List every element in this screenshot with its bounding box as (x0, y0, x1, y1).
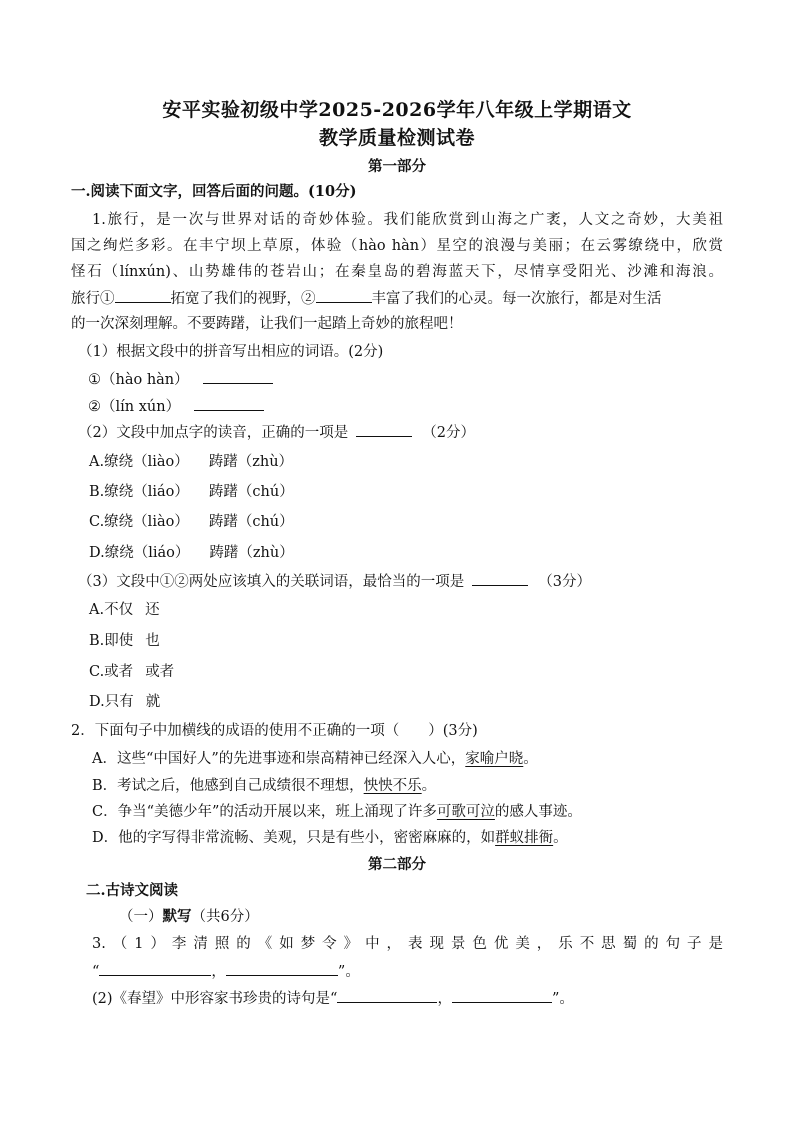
q3-option-d-right: 就 (145, 694, 161, 710)
q3-option-a-label: A.不仅 (89, 602, 134, 618)
q3-option-a-right: 还 (145, 602, 160, 618)
passage-line-3: 怪石（línxún)、山势雄伟的苍岩山；在秦皇岛的碧海蓝天下，尽情享受阳光、沙滩和海浪。 (71, 264, 723, 280)
q3-prompt-text: （3）文段中①②两处应该填入的关联词语，最恰当的一项是 (78, 574, 465, 590)
passage-line-4-b: 拓宽了我们的视野，② (170, 291, 316, 307)
q2-answer-blank[interactable] (356, 422, 412, 437)
q3-2-blank-1[interactable] (337, 988, 437, 1003)
exam-title-line1: 安平实验初级中学2025-2026学年八年级上学期语文 (162, 99, 632, 121)
dictation-label: 默写 (162, 908, 192, 925)
q3-2-blank-2[interactable] (452, 988, 552, 1003)
q3-prompt (78, 571, 591, 592)
passage-line-2: 国之绚烂多彩。在丰宁坝上草原，体验（hào hàn）星空的浪漫与美丽；在云雾缭绕中，欣赏 (71, 238, 723, 254)
blank-2[interactable] (316, 288, 372, 303)
q2-option-c-label: C.缭绕（liào） (89, 514, 189, 530)
q3-2-line (92, 988, 574, 1009)
q3-2-comma: ， (437, 991, 452, 1007)
q3-answer-blank[interactable] (472, 571, 528, 586)
q3-1-prompt: 3.（1）李清照的《如梦令》中，表现景色优美，乐不思蜀的句子是 (92, 936, 723, 952)
q-idiom-prompt: 2．下面句子中加横线的成语的使用不正确的一项（ ）(3分) (71, 723, 478, 739)
dictation-prefix: （一） (119, 909, 163, 925)
q2-option-a (89, 452, 293, 472)
q1-prompt: （1）根据文段中的拼音写出相应的词语。(2分) (78, 344, 384, 360)
q3-1-open-quote: “ (92, 964, 100, 980)
idiom-option-d-text: D．他的字写得非常流畅、美观，只是有些小，密密麻麻的，如 (92, 830, 496, 846)
q3-option-d (89, 692, 160, 712)
q1-answer-blank-2[interactable] (194, 396, 264, 411)
exam-title-line2: 教学质量检测试卷 (318, 127, 475, 149)
q3-score: （3分） (538, 574, 591, 590)
part1-heading: 第一部分 (368, 158, 426, 175)
q3-2-close-quote: ”。 (551, 991, 574, 1007)
idiom-option-c (92, 802, 582, 822)
idiom-option-c-text: C．争当“美德少年”的活动开展以来，班上涌现了许多 (92, 804, 437, 820)
q2-option-b-right: 踌躇（chú） (208, 484, 294, 500)
q3-1-answer-line (92, 961, 360, 982)
q3-1-blank-1[interactable] (99, 961, 211, 976)
passage-line-4 (71, 288, 662, 309)
q3-1-comma: ， (211, 964, 226, 980)
idiom-option-b-idiom: 怏怏不乐 (363, 778, 422, 794)
q2-option-c-right: 踌躇（chú） (208, 514, 294, 530)
idiom-option-a (92, 749, 538, 769)
idiom-option-a-end: 。 (523, 751, 538, 767)
q1-item-1-label: ①（hào hàn） (88, 372, 189, 388)
q3-option-c-label: C.或者 (89, 664, 134, 680)
q2-option-c (89, 512, 294, 532)
passage-line-4-a: 旅行① (71, 291, 115, 307)
q2-option-b-label: B.缭绕（liáo） (89, 484, 189, 500)
q1-item-2 (88, 396, 264, 417)
dictation-subheading (119, 907, 259, 927)
q3-option-a (89, 600, 160, 620)
q3-option-b (89, 631, 160, 651)
idiom-option-d-end: 。 (553, 830, 568, 846)
passage-line-5: 的一次深刻理解。不要踌躇，让我们一起踏上奇妙的旅程吧！ (71, 316, 463, 332)
q2-option-d-label: D.缭绕（liáo） (89, 545, 190, 561)
idiom-option-b-text: B．考试之后，他感到自己成绩很不理想， (92, 778, 364, 794)
passage-line-1: 1.旅行，是一次与世界对话的奇妙体验。我们能欣赏到山海之广袤，人文之奇妙，大美祖 (92, 212, 723, 228)
idiom-option-d-idiom: 群蚁排衙 (495, 830, 554, 846)
idiom-option-b-end: 。 (421, 778, 437, 794)
idiom-option-a-text: A．这些“中国好人”的先进事迹和崇高精神已经深入人心， (92, 751, 466, 767)
q3-option-b-right: 也 (145, 633, 160, 649)
q3-1-close-quote: ”。 (337, 964, 360, 980)
q3-1-blank-2[interactable] (226, 961, 338, 976)
q2-prompt (78, 422, 475, 443)
q1-item-2-label: ②（lín xún） (88, 399, 181, 415)
q3-option-c (89, 662, 174, 682)
q1-item-1 (88, 369, 273, 390)
blank-1[interactable] (115, 288, 171, 303)
q3-option-b-label: B.即使 (89, 633, 134, 649)
q2-option-d-right: 踌躇（zhù） (209, 545, 294, 561)
q3-2-prompt: (2)《春望》中形容家书珍贵的诗句是“ (92, 991, 338, 1007)
q3-option-c-right: 或者 (145, 664, 175, 680)
idiom-option-d (92, 828, 568, 848)
part2-heading: 第二部分 (368, 856, 426, 873)
q2-option-a-label: A.缭绕（liào） (89, 454, 189, 470)
idiom-option-c-end: 的感人事迹。 (494, 804, 582, 820)
idiom-option-b (92, 776, 436, 796)
section1-heading: 一.阅读下面文字，回答后面的问题。(10分) (71, 183, 357, 200)
q2-option-d (89, 543, 294, 563)
passage-line-4-c: 丰富了我们的心灵。每一次旅行，都是对生活 (371, 291, 662, 307)
q2-prompt-text: （2）文段中加点字的读音，正确的一项是 (78, 425, 349, 441)
idiom-option-a-idiom: 家喻户晓 (465, 751, 524, 767)
q2-score: （2分） (422, 425, 475, 441)
dictation-score: （共6分） (191, 909, 259, 925)
section2-heading: 二.古诗文阅读 (86, 882, 179, 899)
idiom-option-c-idiom: 可歌可泣 (436, 804, 495, 820)
q2-option-b (89, 482, 294, 502)
q2-option-a-right: 踌躇（zhù） (208, 454, 294, 470)
q1-answer-blank-1[interactable] (203, 369, 273, 384)
q3-option-d-label: D.只有 (89, 694, 134, 710)
